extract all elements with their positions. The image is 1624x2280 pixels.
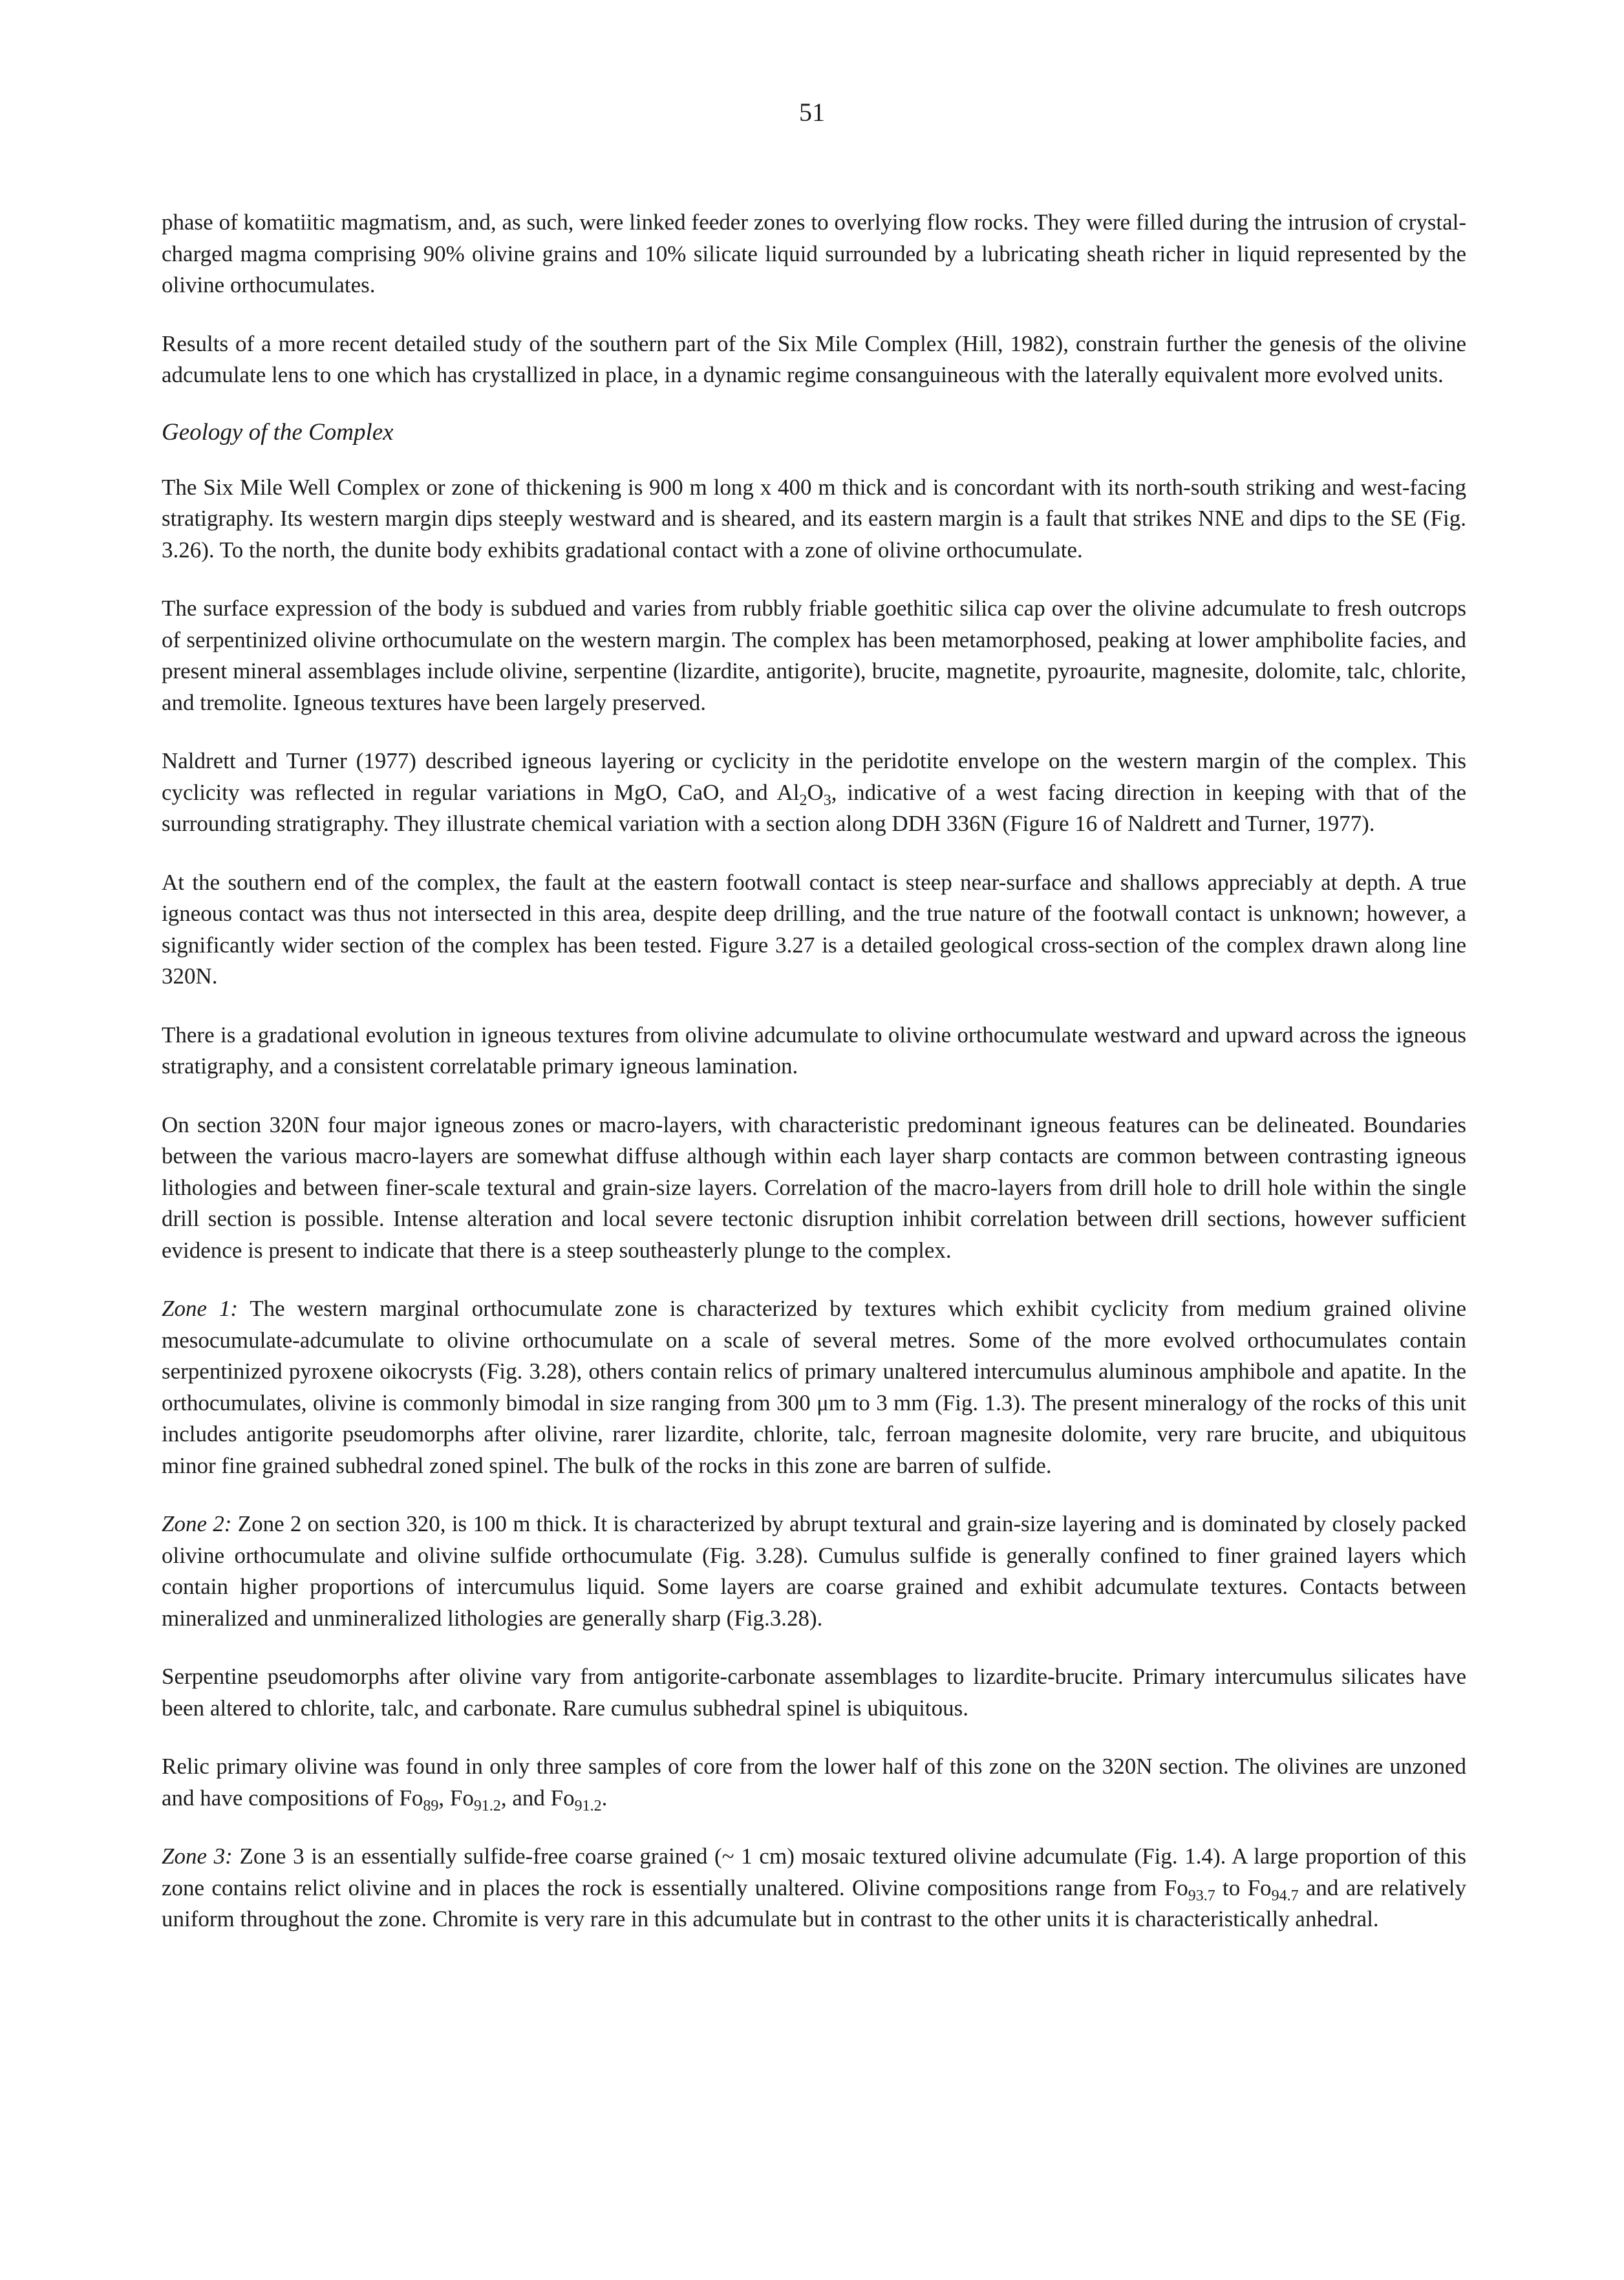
page-body — [162, 207, 1466, 1963]
text-run: , and Fo — [500, 1785, 575, 1811]
paragraph-naldrett — [162, 746, 1466, 840]
paragraph: There is a gradational evolution in igneous textures from olivine adcumulate to olivine orthocumulate westward and upward across the igneous stratigraphy, and a consistent correlatable primary igneous lamination. — [162, 1022, 1466, 1079]
zone-label: Zone 2: — [162, 1511, 232, 1536]
text-run: to Fo — [1215, 1875, 1272, 1900]
section-heading: Geology of the Complex — [162, 418, 394, 446]
paragraph-relic — [162, 1751, 1466, 1814]
subscript: 3 — [823, 791, 831, 809]
paragraph: Results of a more recent detailed study of the southern part of the Six Mile Complex (Hill, 1982), constrain further the genesis of the olivine adcumulate lens to one which has crystallized in place, in a dynamic regime consanguineous with the laterally equivalent more evolved units. — [162, 330, 1466, 387]
subscript: 91.2 — [574, 1797, 602, 1814]
page-number: 51 — [799, 98, 825, 127]
paragraph: The surface expression of the body is subdued and varies from rubbly friable goethitic silica cap over the olivine adcumulate to fresh outcrops of serpentinized olivine orthocumulate on the western margin. The complex has been metamorphosed, peaking at lower amphibolite facies, and present mineral assemblages include olivine, serpentine (lizardite, antigorite), brucite, magnetite, pyroaurite, magnesite, dolomite, talc, chlorite, and tremolite. Igneous textures have been largely preserved. — [162, 596, 1466, 715]
zone-label: Zone 3: — [162, 1844, 233, 1869]
paragraph: phase of komatiitic magmatism, and, as such, were linked feeder zones to overlying flow rocks. They were filled during the intrusion of crystal-charged magma comprising 90% olivine grains and 10% silicate liquid surrounded by a lubricating sheath richer in liquid represented by the olivine orthocumulates. — [162, 210, 1466, 297]
paragraph: Serpentine pseudomorphs after olivine vary from antigorite-carbonate assemblages to lizardite-brucite. Primary intercumulus silicates have been altered to chlorite, talc, and carbonate. Rare cumulus subhedral spinel is ubiquitous. — [162, 1664, 1466, 1721]
text-run: Zone 2 on section 320, is 100 m thick. It is characterized by abrupt textural and grain-size layering and is dominated by closely packed olivine orthocumulate and olivine sulfide orthocumulate (Fig. 3.28). Cumulus sulfide is generally confined to finer grained layers which contain higher proportions of intercumulus liquid. Some layers are coarse grained and exhibit adcumulate textures. Contacts between mineralized and unmineralized lithologies are generally sharp (Fig.3.28). — [162, 1511, 1466, 1631]
paragraph: At the southern end of the complex, the fault at the eastern footwall contact is steep near-surface and shallows appreciably at depth. A true igneous contact was thus not intersected in this area, despite deep drilling, and the true nature of the footwall contact is unknown; however, a significantly wider section of the complex has been tested. Figure 3.27 is a detailed geological cross-section of the complex drawn along line 320N. — [162, 869, 1466, 989]
zone-label: Zone 1: — [162, 1296, 239, 1321]
paragraph-zone-2 — [162, 1509, 1466, 1634]
text-run: O — [807, 779, 824, 805]
text-run: Relic primary olivine was found in only three samples of core from the lower half of this zone on the 320N section. The olivines are unzoned and have compositions of Fo — [162, 1754, 1466, 1811]
text-run: , Fo — [438, 1785, 474, 1811]
subscript: 94.7 — [1271, 1887, 1299, 1904]
subscript: 2 — [799, 791, 807, 809]
paragraph-zone-1 — [162, 1293, 1466, 1481]
subscript: 89 — [423, 1797, 439, 1814]
paragraph: The Six Mile Well Complex or zone of thickening is 900 m long x 400 m thick and is concordant with its north-south striking and west-facing stratigraphy. Its western margin dips steeply westward and is sheared, and its eastern margin is a fault that strikes NNE and dips to the SE (Fig. 3.26). To the north, the dunite body exhibits gradational contact with a zone of olivine orthocumulate. — [162, 474, 1466, 563]
paragraph-zone-3 — [162, 1841, 1466, 1935]
paragraph: On section 320N four major igneous zones or macro-layers, with characteristic predominant igneous features can be delineated. Boundaries between the various macro-layers are somewhat diffuse although within each layer sharp contacts are common between contrasting igneous lithologies and between finer-scale textural and grain-size layers. Correlation of the macro-layers from drill hole to drill hole within the single drill section is possible. Intense alteration and local severe tectonic disruption inhibit correlation between drill sections, however sufficient evidence is present to indicate that there is a steep southeasterly plunge to the complex. — [162, 1112, 1466, 1263]
text-run: Zone 3 is an essentially sulfide-free coarse grained (~ 1 cm) mosaic textured olivine adcumulate (Fig. 1.4). A large proportion of this zone contains relict olivine and in places the rock is essentially unaltered. Olivine compositions range from Fo — [162, 1844, 1466, 1900]
subscript: 93.7 — [1188, 1887, 1215, 1904]
text-run: , indicative of a west facing direction in keeping with that of the surrounding stratigraphy. They illustrate chemical variation with a section along DDH 336N (Figure 16 of Naldrett and Turner, 1977). — [162, 779, 1466, 836]
subscript: 91.2 — [473, 1797, 501, 1814]
text-run: . — [601, 1785, 608, 1811]
text-run: and are relatively uniform throughout the zone. Chromite is very rare in this adcumulate but in contrast to the other units it is characteristically anhedral. — [162, 1875, 1466, 1931]
text-run: The western marginal orthocumulate zone is characterized by textures which exhibit cyclicity from medium grained olivine mesocumulate-adcumulate to olivine orthocumulate on a scale of several metres. Some of the more evolved orthocumulates contain serpentinized pyroxene oikocrysts (Fig. 3.28), others contain relics of primary unaltered intercumulus aluminous amphibole and apatite. In the orthocumulates, olivine is commonly bimodal in size ranging from 300 μm to 3 mm (Fig. 1.3). The present mineralogy of the rocks of this unit includes antigorite pseudomorphs after olivine, rarer lizardite, chlorite, talc, ferroan magnesite dolomite, very rare brucite, and ubiquitous minor fine grained subhedral zoned spinel. The bulk of the rocks in this zone are barren of sulfide. — [162, 1296, 1466, 1478]
text-run: Naldrett and Turner (1977) described igneous layering or cyclicity in the peridotite envelope on the western margin of the complex. This cyclicity was reflected in regular variations in MgO, CaO, and Al — [162, 748, 1466, 805]
